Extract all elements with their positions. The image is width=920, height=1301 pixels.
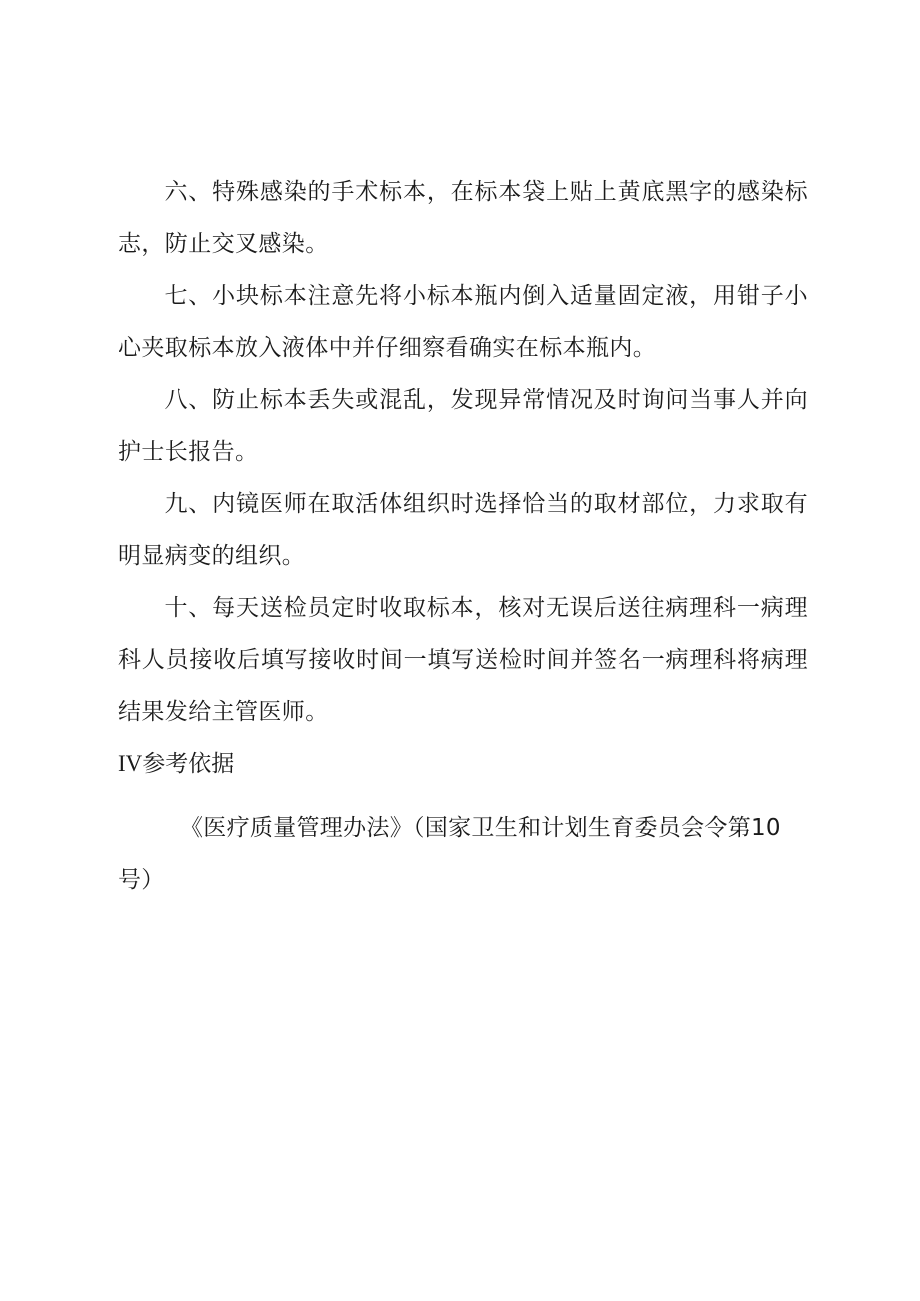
paragraph-item-6 <box>118 166 808 270</box>
document-body <box>118 166 808 906</box>
paragraph-item-8 <box>118 374 808 478</box>
reference-text: 《医疗质量管理办法》（国家卫生和计划生育委员会令第10号） <box>118 815 781 893</box>
paragraph-text: 六、特殊感染的手术标本，在标本袋上贴上黄底黑字的感染标志，防止交叉感染。 <box>118 179 808 257</box>
paragraph-item-10 <box>118 582 808 738</box>
paragraph-item-7 <box>118 270 808 374</box>
paragraph-text: 七、小块标本注意先将小标本瓶内倒入适量固定液，用钳子小心夹取标本放入液体中并仔细察看确实在标本瓶内。 <box>118 283 808 361</box>
paragraph-text: 八、防止标本丢失或混乱，发现异常情况及时询问当事人并向护士长报告。 <box>118 387 808 465</box>
reference-citation <box>118 802 808 906</box>
section-heading <box>118 738 808 790</box>
section-title: 参考依据 <box>142 751 235 777</box>
paragraph-item-9 <box>118 478 808 582</box>
section-numeral: IV <box>118 751 143 776</box>
paragraph-text: 九、内镜医师在取活体组织时选择恰当的取材部位，力求取有明显病变的组织。 <box>118 491 808 569</box>
paragraph-text: 十、每天送检员定时收取标本，核对无误后送往病理科一病理科人员接收后填写接收时间一填写送检时间并签名一病理科将病理结果发给主管医师。 <box>118 595 808 725</box>
